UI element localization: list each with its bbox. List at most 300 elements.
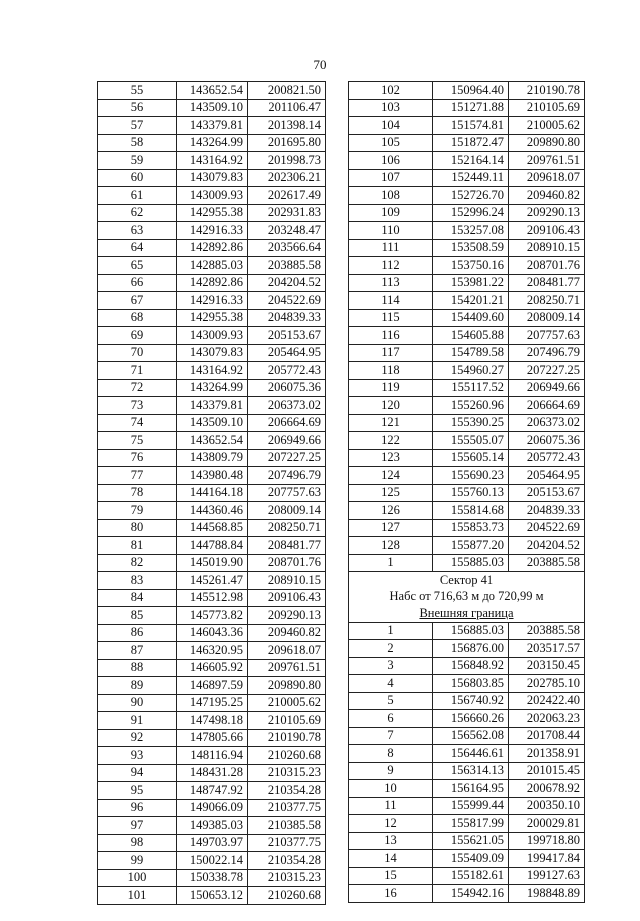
point-number: 68: [98, 309, 177, 327]
point-number: 91: [98, 712, 177, 730]
table-row: [349, 815, 585, 833]
point-number: 119: [349, 379, 433, 397]
table-row: [98, 99, 326, 117]
coordinate-y: 202063.23: [509, 710, 585, 728]
coordinate-y: 201708.44: [509, 727, 585, 745]
coordinate-x: 149385.03: [177, 817, 248, 835]
point-number: 11: [349, 797, 433, 815]
table-row: [98, 169, 326, 187]
coordinate-x: 155605.14: [433, 449, 509, 467]
coordinate-x: 152164.14: [433, 152, 509, 170]
coordinate-y: 205772.43: [509, 449, 585, 467]
point-number: 82: [98, 554, 177, 572]
coordinate-x: 143652.54: [177, 82, 248, 100]
table-row: [349, 309, 585, 327]
point-number: 86: [98, 624, 177, 642]
point-number: 14: [349, 850, 433, 868]
table-row: [98, 117, 326, 135]
table-row: [349, 797, 585, 815]
point-number: 74: [98, 414, 177, 432]
point-number: 2: [349, 640, 433, 658]
point-number: 76: [98, 449, 177, 467]
coordinate-y: 209618.07: [248, 642, 326, 660]
table-row: [98, 362, 326, 380]
coordinate-x: 145019.90: [177, 554, 248, 572]
coordinate-x: 155999.44: [433, 797, 509, 815]
coordinate-y: 203517.57: [509, 640, 585, 658]
table-row: [98, 799, 326, 817]
table-row: [98, 344, 326, 362]
coordinate-y: 206664.69: [248, 414, 326, 432]
sector-subtitle: Набс от 716,63 м до 720,99 м: [349, 589, 585, 606]
coordinate-y: 209761.51: [509, 152, 585, 170]
coordinate-y: 208009.14: [509, 309, 585, 327]
coordinate-y: 209618.07: [509, 169, 585, 187]
coordinate-x: 143809.79: [177, 449, 248, 467]
coordinate-x: 142885.03: [177, 257, 248, 275]
coordinate-x: 154409.60: [433, 309, 509, 327]
point-number: 114: [349, 292, 433, 310]
point-number: 97: [98, 817, 177, 835]
coordinate-y: 208910.15: [509, 239, 585, 257]
table-row: [349, 432, 585, 450]
table-row: [349, 152, 585, 170]
coordinate-y: 210354.28: [248, 782, 326, 800]
coordinate-y: 202617.49: [248, 187, 326, 205]
point-number: 10: [349, 780, 433, 798]
coordinate-x: 155390.25: [433, 414, 509, 432]
coordinate-y: 208701.76: [248, 554, 326, 572]
coordinate-y: 206949.66: [248, 432, 326, 450]
table-row: [98, 589, 326, 607]
coordinate-x: 151574.81: [433, 117, 509, 135]
coordinate-y: 207496.79: [509, 344, 585, 362]
point-number: 100: [98, 869, 177, 887]
table-row: [98, 607, 326, 625]
coordinate-y: 204204.52: [248, 274, 326, 292]
coordinate-y: 201998.73: [248, 152, 326, 170]
table-row: [98, 642, 326, 660]
table-row: [98, 537, 326, 555]
table-row: [98, 572, 326, 590]
point-number: 75: [98, 432, 177, 450]
coordinate-x: 155117.52: [433, 379, 509, 397]
point-number: 7: [349, 727, 433, 745]
coordinate-y: 210005.62: [248, 694, 326, 712]
table-row: [98, 694, 326, 712]
coordinate-x: 143009.93: [177, 327, 248, 345]
coordinate-x: 155621.05: [433, 832, 509, 850]
coordinate-x: 146897.59: [177, 677, 248, 695]
table-row: [98, 502, 326, 520]
coordinate-x: 156562.08: [433, 727, 509, 745]
coordinate-x: 155505.07: [433, 432, 509, 450]
coordinate-y: 208910.15: [248, 572, 326, 590]
point-number: 71: [98, 362, 177, 380]
coordinate-x: 156446.61: [433, 745, 509, 763]
table-row: [349, 675, 585, 693]
point-number: 92: [98, 729, 177, 747]
table-row: [349, 484, 585, 502]
coordinate-y: 202306.21: [248, 169, 326, 187]
table-row: [98, 274, 326, 292]
coordinate-x: 149703.97: [177, 834, 248, 852]
coordinate-y: 209290.13: [248, 607, 326, 625]
point-number: 9: [349, 762, 433, 780]
point-number: 15: [349, 867, 433, 885]
point-number: 3: [349, 657, 433, 675]
coordinate-x: 155817.99: [433, 815, 509, 833]
coordinate-y: 207757.63: [509, 327, 585, 345]
coordinate-x: 155182.61: [433, 867, 509, 885]
coordinate-x: 144568.85: [177, 519, 248, 537]
table-row: [98, 82, 326, 100]
coordinate-x: 156876.00: [433, 640, 509, 658]
point-number: 99: [98, 852, 177, 870]
table-row: [349, 239, 585, 257]
coordinate-y: 206075.36: [248, 379, 326, 397]
table-row: [349, 362, 585, 380]
table-row: [98, 712, 326, 730]
coordinate-x: 150964.40: [433, 82, 509, 100]
coordinate-x: 155885.03: [433, 554, 509, 572]
coordinate-x: 155260.96: [433, 397, 509, 415]
coordinate-y: 207227.25: [509, 362, 585, 380]
coordinate-y: 207496.79: [248, 467, 326, 485]
table-row: [98, 554, 326, 572]
coordinate-y: 205464.95: [248, 344, 326, 362]
point-number: 85: [98, 607, 177, 625]
point-number: 104: [349, 117, 433, 135]
coordinate-x: 146320.95: [177, 642, 248, 660]
table-row: [349, 397, 585, 415]
table-row: [349, 537, 585, 555]
coordinate-y: 205153.67: [248, 327, 326, 345]
coordinate-x: 148431.28: [177, 764, 248, 782]
table-row: [98, 747, 326, 765]
coordinate-y: 207227.25: [248, 449, 326, 467]
coordinate-y: 208250.71: [248, 519, 326, 537]
right-coordinates-table: [348, 81, 585, 903]
coordinate-x: 151271.88: [433, 99, 509, 117]
point-number: 102: [349, 82, 433, 100]
coordinate-x: 143264.99: [177, 134, 248, 152]
coordinate-x: 147805.66: [177, 729, 248, 747]
coordinate-y: 198848.89: [509, 885, 585, 903]
coordinate-x: 148747.92: [177, 782, 248, 800]
table-row: [349, 622, 585, 640]
coordinate-y: 205464.95: [509, 467, 585, 485]
coordinate-x: 145512.98: [177, 589, 248, 607]
table-row: [349, 292, 585, 310]
sector-subtitle-row: [349, 589, 585, 606]
point-number: 8: [349, 745, 433, 763]
sector-title: Сектор 41: [349, 572, 585, 589]
coordinate-x: 152449.11: [433, 169, 509, 187]
point-number: 90: [98, 694, 177, 712]
table-row: [98, 239, 326, 257]
coordinate-y: 208250.71: [509, 292, 585, 310]
coordinate-x: 146605.92: [177, 659, 248, 677]
point-number: 78: [98, 484, 177, 502]
table-row: [98, 309, 326, 327]
coordinate-x: 142892.86: [177, 239, 248, 257]
table-row: [98, 887, 326, 905]
point-number: 105: [349, 134, 433, 152]
table-row: [349, 727, 585, 745]
coordinate-y: 210190.78: [248, 729, 326, 747]
point-number: 113: [349, 274, 433, 292]
coordinate-y: 210315.23: [248, 869, 326, 887]
table-row: [349, 99, 585, 117]
point-number: 67: [98, 292, 177, 310]
point-number: 4: [349, 675, 433, 693]
coordinate-y: 205153.67: [509, 484, 585, 502]
coordinate-x: 143079.83: [177, 169, 248, 187]
point-number: 57: [98, 117, 177, 135]
point-number: 6: [349, 710, 433, 728]
coordinate-y: 210377.75: [248, 799, 326, 817]
point-number: 110: [349, 222, 433, 240]
point-number: 69: [98, 327, 177, 345]
point-number: 72: [98, 379, 177, 397]
coordinate-y: 210105.69: [509, 99, 585, 117]
coordinate-x: 156803.85: [433, 675, 509, 693]
point-number: 12: [349, 815, 433, 833]
table-row: [98, 222, 326, 240]
coordinate-y: 210260.68: [248, 747, 326, 765]
point-number: 83: [98, 572, 177, 590]
table-row: [349, 379, 585, 397]
coordinate-y: 202422.40: [509, 692, 585, 710]
coordinate-y: 203885.58: [509, 622, 585, 640]
table-row: [349, 885, 585, 903]
table-row: [349, 327, 585, 345]
point-number: 127: [349, 519, 433, 537]
table-row: [349, 344, 585, 362]
coordinate-x: 156314.13: [433, 762, 509, 780]
coordinate-y: 201358.91: [509, 745, 585, 763]
coordinate-y: 210005.62: [509, 117, 585, 135]
point-number: 64: [98, 239, 177, 257]
point-number: 1: [349, 554, 433, 572]
table-row: [349, 414, 585, 432]
table-row: [98, 519, 326, 537]
coordinate-x: 156848.92: [433, 657, 509, 675]
table-row: [349, 274, 585, 292]
table-row: [98, 467, 326, 485]
coordinate-y: 209460.82: [509, 187, 585, 205]
coordinate-y: 201695.80: [248, 134, 326, 152]
coordinate-x: 143509.10: [177, 414, 248, 432]
table-row: [98, 257, 326, 275]
table-row: [98, 204, 326, 222]
table-row: [98, 764, 326, 782]
point-number: 96: [98, 799, 177, 817]
point-number: 101: [98, 887, 177, 905]
boundary-label-row: [349, 605, 585, 622]
coordinate-y: 200350.10: [509, 797, 585, 815]
point-number: 79: [98, 502, 177, 520]
table-row: [98, 379, 326, 397]
coordinate-y: 209106.43: [509, 222, 585, 240]
coordinate-y: 207757.63: [248, 484, 326, 502]
coordinate-y: 209460.82: [248, 624, 326, 642]
coordinate-y: 209890.80: [248, 677, 326, 695]
table-row: [349, 204, 585, 222]
coordinate-x: 145261.47: [177, 572, 248, 590]
table-row: [349, 82, 585, 100]
coordinate-x: 155690.23: [433, 467, 509, 485]
coordinate-y: 210315.23: [248, 764, 326, 782]
coordinate-y: 200029.81: [509, 815, 585, 833]
point-number: 123: [349, 449, 433, 467]
table-row: [98, 432, 326, 450]
coordinate-y: 202785.10: [509, 675, 585, 693]
coordinate-x: 144164.18: [177, 484, 248, 502]
coordinate-y: 199417.84: [509, 850, 585, 868]
point-number: 13: [349, 832, 433, 850]
coordinate-y: 204839.33: [509, 502, 585, 520]
coordinate-y: 208481.77: [509, 274, 585, 292]
table-row: [349, 222, 585, 240]
coordinate-y: 209890.80: [509, 134, 585, 152]
coordinate-y: 210354.28: [248, 852, 326, 870]
table-row: [98, 817, 326, 835]
coordinate-x: 151872.47: [433, 134, 509, 152]
left-coordinates-table: [97, 81, 326, 905]
table-row: [349, 134, 585, 152]
coordinate-x: 155853.73: [433, 519, 509, 537]
coordinate-y: 201106.47: [248, 99, 326, 117]
table-row: [349, 117, 585, 135]
point-number: 63: [98, 222, 177, 240]
coordinate-x: 145773.82: [177, 607, 248, 625]
coordinate-y: 208701.76: [509, 257, 585, 275]
coordinate-x: 146043.36: [177, 624, 248, 642]
coordinate-x: 150022.14: [177, 852, 248, 870]
coordinate-y: 209761.51: [248, 659, 326, 677]
point-number: 107: [349, 169, 433, 187]
coordinate-y: 210105.69: [248, 712, 326, 730]
coordinate-y: 203885.58: [248, 257, 326, 275]
coordinate-x: 148116.94: [177, 747, 248, 765]
point-number: 88: [98, 659, 177, 677]
coordinate-x: 154960.27: [433, 362, 509, 380]
table-row: [349, 554, 585, 572]
table-row: [98, 152, 326, 170]
table-row: [349, 257, 585, 275]
coordinate-x: 143164.92: [177, 362, 248, 380]
point-number: 98: [98, 834, 177, 852]
coordinate-y: 201398.14: [248, 117, 326, 135]
coordinate-y: 204839.33: [248, 309, 326, 327]
coordinate-x: 154789.58: [433, 344, 509, 362]
coordinate-y: 206949.66: [509, 379, 585, 397]
point-number: 111: [349, 239, 433, 257]
coordinate-x: 147195.25: [177, 694, 248, 712]
coordinate-x: 155814.68: [433, 502, 509, 520]
table-row: [349, 449, 585, 467]
coordinate-x: 143379.81: [177, 117, 248, 135]
table-row: [349, 780, 585, 798]
table-row: [349, 187, 585, 205]
table-row: [98, 187, 326, 205]
table-row: [349, 169, 585, 187]
coordinate-y: 204204.52: [509, 537, 585, 555]
table-row: [98, 834, 326, 852]
point-number: 77: [98, 467, 177, 485]
table-row: [349, 692, 585, 710]
coordinate-y: 200821.50: [248, 82, 326, 100]
coordinate-x: 143264.99: [177, 379, 248, 397]
point-number: 120: [349, 397, 433, 415]
point-number: 125: [349, 484, 433, 502]
coordinate-x: 154201.21: [433, 292, 509, 310]
point-number: 73: [98, 397, 177, 415]
table-row: [349, 502, 585, 520]
coordinate-x: 152726.70: [433, 187, 509, 205]
page-number: 70: [313, 57, 327, 72]
coordinate-y: 203248.47: [248, 222, 326, 240]
coordinate-y: 204522.69: [248, 292, 326, 310]
point-number: 59: [98, 152, 177, 170]
table-row: [349, 467, 585, 485]
coordinate-x: 153257.08: [433, 222, 509, 240]
coordinate-x: 143652.54: [177, 432, 248, 450]
coordinate-x: 156740.92: [433, 692, 509, 710]
coordinate-y: 210190.78: [509, 82, 585, 100]
coordinate-x: 149066.09: [177, 799, 248, 817]
point-number: 70: [98, 344, 177, 362]
point-number: 58: [98, 134, 177, 152]
point-number: 108: [349, 187, 433, 205]
point-number: 94: [98, 764, 177, 782]
coordinate-y: 201015.45: [509, 762, 585, 780]
coordinate-y: 210377.75: [248, 834, 326, 852]
coordinate-x: 156660.26: [433, 710, 509, 728]
coordinate-y: 203150.45: [509, 657, 585, 675]
point-number: 103: [349, 99, 433, 117]
point-number: 95: [98, 782, 177, 800]
coordinate-y: 206373.02: [509, 414, 585, 432]
coordinate-y: 210385.58: [248, 817, 326, 835]
table-row: [349, 745, 585, 763]
table-row: [349, 710, 585, 728]
table-row: [349, 867, 585, 885]
table-row: [349, 762, 585, 780]
coordinate-x: 150653.12: [177, 887, 248, 905]
coordinate-x: 156885.03: [433, 622, 509, 640]
table-row: [349, 832, 585, 850]
coordinate-x: 155760.13: [433, 484, 509, 502]
point-number: 62: [98, 204, 177, 222]
coordinate-x: 143980.48: [177, 467, 248, 485]
coordinate-x: 142955.38: [177, 204, 248, 222]
table-row: [349, 519, 585, 537]
coordinate-y: 206664.69: [509, 397, 585, 415]
point-number: 93: [98, 747, 177, 765]
table-row: [98, 677, 326, 695]
coordinate-x: 142955.38: [177, 309, 248, 327]
point-number: 117: [349, 344, 433, 362]
boundary-label: Внешняя граница: [419, 605, 514, 620]
coordinate-x: 143009.93: [177, 187, 248, 205]
table-row: [98, 869, 326, 887]
table-row: [349, 850, 585, 868]
point-number: 89: [98, 677, 177, 695]
coordinate-y: 199718.80: [509, 832, 585, 850]
